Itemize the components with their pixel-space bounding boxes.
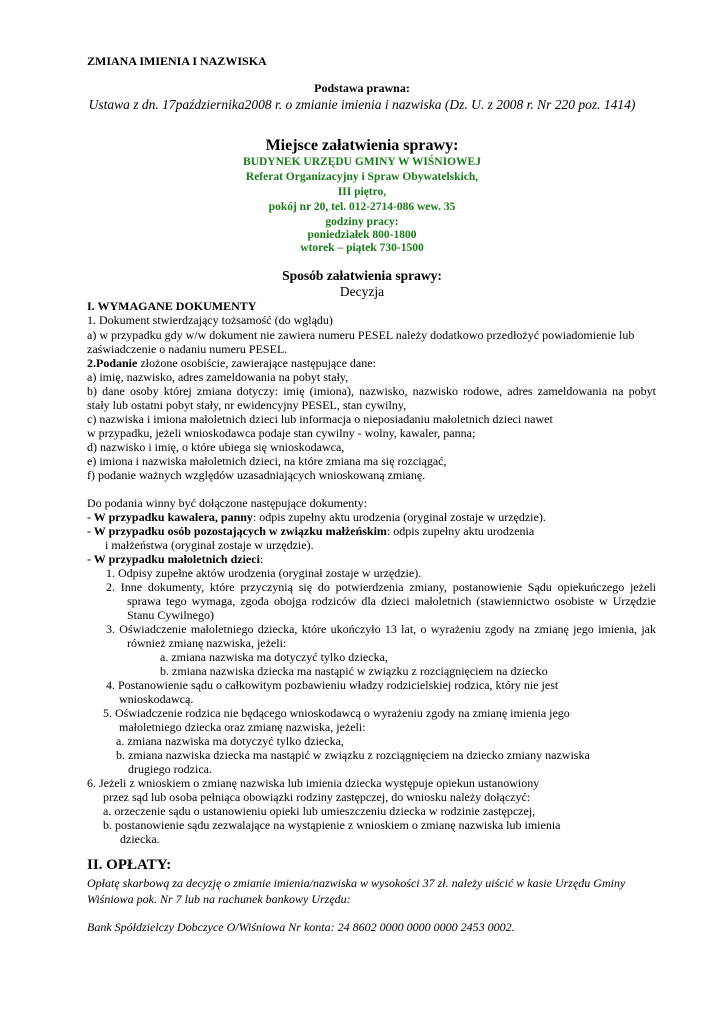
office-hours-label: godziny pracy: — [325, 216, 399, 228]
minors-item-2-cont2: Stanu Cywilnego) — [127, 608, 214, 622]
fee-line-2: Wiśniowa pok. Nr 7 lub na rachunek bankowy Urzędu: — [87, 892, 351, 906]
minors-item-3: 3. Oświadczenie małoletniego dziecka, które ukończyło 13 lat, o wyrażeniu zgody na zmianę jego imienia, jak — [106, 622, 656, 636]
minors-item-4-cont: wnioskodawcą. — [119, 692, 194, 706]
req-line-4 — [87, 356, 376, 370]
section2-heading: II. OPŁATY: — [87, 857, 172, 873]
minors-item-6-cont: przez sąd lub osoba pełniąca obowiązki rodziny zastępczej, do wniosku należy dołączyć: — [103, 790, 531, 804]
method-heading: Sposób załatwienia sprawy: — [282, 268, 442, 283]
req-line-10: d) nazwisko i imię, o które ubiega się wnioskodawca, — [87, 440, 345, 454]
req-line-1: 1. Dokument stwierdzający tożsamość (do wglądu) — [87, 313, 333, 327]
minors-item-5-cont: małoletniego dziecka oraz zmianę nazwiska, jeżeli: — [119, 720, 366, 734]
minors-item-2-cont: sprawa tego wymaga, zgoda obojga rodziców dla dzieci małoletnich (stawiennictwo osobiste w Urzędzie — [127, 594, 656, 608]
attachments-married — [87, 524, 534, 538]
section1-heading: I. WYMAGANE DOKUMENTY — [87, 299, 257, 313]
minors-item-5-b: b. zmiana nazwiska dziecka ma nastąpić w związku z rozciągnięciem na dziecko zmiany nazwiska — [116, 748, 590, 762]
fee-line-1: Opłatę skarbową za decyzję o zmianie imienia/nazwiska w wysokości 37 zł. należy uiścić w kasie Urzędu Gminy — [87, 876, 626, 890]
minors-item-4: 4. Postanowienie sądu o całkowitym pozbawieniu władzy rodzicielskiej rodzica, który nie jest — [106, 678, 559, 692]
place-heading: Miejsce załatwienia sprawy: — [265, 137, 459, 154]
office-building: BUDYNEK URZĘDU GMINY W WIŚNIOWEJ — [243, 156, 481, 168]
minors-item-3-a: a. zmiana nazwiska ma dotyczyć tylko dziecka, — [160, 650, 388, 664]
minors-item-6-a: a. orzeczenie sądu o ustanowieniu opieki lub umieszczeniu dziecka w rodzinie zastępczej, — [103, 804, 536, 818]
bank-account-line: Bank Spółdzielczy Dobczyce O/Wiśniowa Nr konta: 24 8602 0000 0000 0000 2453 0002. — [87, 920, 515, 934]
req-line-8: c) nazwiska i imiona małoletnich dzieci lub informacja o nieposiadaniu małoletnich dzieci nawet — [87, 412, 553, 426]
attachments-single-text: : odpis zupełny aktu urodzenia (oryginał zostaje w urzędzie). — [252, 510, 546, 524]
req-line-2: a) w przypadku gdy w/w dokument nie zawiera numeru PESEL należy dodatkowo przedłożyć powiadomienie lub — [87, 328, 635, 342]
attachments-minors — [87, 552, 263, 566]
attachments-single — [87, 510, 546, 524]
legal-basis-text: Ustawa z dn. 17października2008 r. o zmianie imienia i nazwiska (Dz. U. z 2008 r. Nr 220 poz. 1414) — [88, 97, 636, 112]
attachments-minors-label: - W przypadku małoletnich dzieci — [87, 552, 260, 566]
attachments-intro: Do podania winny być dołączone następujące dokumenty: — [87, 496, 367, 510]
minors-item-6-b-cont: dziecka. — [120, 832, 160, 846]
req-line-7: stały lub ostatni pobyt stały, nr ewidencyjny PESEL, stan cywilny, — [87, 398, 407, 412]
minors-item-5-b-cont: drugiego rodzica. — [128, 762, 212, 776]
req-line-3: zaświadczenie o nadaniu numeru PESEL. — [87, 342, 288, 356]
attachments-married-text: : odpis zupełny aktu urodzenia — [386, 524, 535, 538]
minors-item-3-b: b. zmiana nazwiska dziecka ma nastąpić w związku z rozciągnięciem na dziecko — [160, 664, 548, 678]
office-floor: III piętro, — [337, 186, 387, 198]
minors-item-3-cont: również zmianę nazwiska, jeżeli: — [127, 636, 287, 650]
podanie-label: 2.Podanie — [87, 356, 138, 370]
req-line-12: f) podanie ważnych względów uzasadniających wnioskowaną zmianę. — [87, 468, 426, 482]
attachments-married-label: - W przypadku osób pozostających w związku małżeńskim — [87, 524, 387, 538]
office-department: Referat Organizacyjny i Spraw Obywatelskich, — [245, 171, 479, 183]
minors-item-5: 5. Oświadczenie rodzica nie będącego wnioskodawcą o wyrażeniu zgody na zmianę imienia jego — [103, 706, 570, 720]
minors-item-6: 6. Jeżeli z wnioskiem o zmianę nazwiska lub imienia dziecka występuje opiekun ustanowiony — [87, 776, 540, 790]
minors-item-1: 1. Odpisy zupełne aktów urodzenia (oryginał zostaje w urzędzie). — [106, 566, 422, 580]
minors-item-2: 2. Inne dokumenty, które przyczynią się do potwierdzenia zmiany, postanowienie Sądu opiekuńczego jeżeli — [106, 580, 656, 594]
req-line-6: b) dane osoby której zmiana dotyczy: imię (imiona), nazwisko, nazwisko rodowe, adres zameldowania na pobyt — [87, 384, 656, 398]
office-hours-tue-fri: wtorek – piątek 730-1500 — [300, 242, 424, 254]
method-value: Decyzja — [339, 284, 385, 299]
office-room-phone: pokój nr 20, tel. 012-2714-086 wew. 35 — [268, 201, 456, 213]
minors-item-6-b: b. postanowienie sądu zezwalające na wystąpienie z wnioskiem o zmianę nazwiska lub imienia — [103, 818, 561, 832]
attachments-single-label: - W przypadku kawalera, panny — [87, 510, 253, 524]
req-line-11: e) imiona i nazwiska małoletnich dzieci, na które zmiana ma się rozciągać, — [87, 454, 447, 468]
podanie-text: złożone osobiście, zawierające następujące dane: — [137, 356, 376, 370]
req-line-9: w przypadku, jeżeli wnioskodawca podaje stan cywilny - wolny, kawaler, panna; — [87, 426, 476, 440]
minors-item-5-a: a. zmiana nazwiska ma dotyczyć tylko dziecka, — [116, 734, 344, 748]
req-line-5: a) imię, nazwisko, adres zameldowania na pobyt stały, — [87, 370, 349, 384]
legal-basis-label: Podstawa prawna: — [314, 81, 410, 95]
attachments-married-cont: i małżeństwa (oryginał zostaje w urzędzie). — [105, 538, 314, 552]
attachments-minors-colon: : — [259, 552, 264, 566]
office-hours-monday: poniedziałek 800-1800 — [307, 229, 417, 241]
document-title: ZMIANA IMIENIA I NAZWISKA — [87, 54, 267, 68]
